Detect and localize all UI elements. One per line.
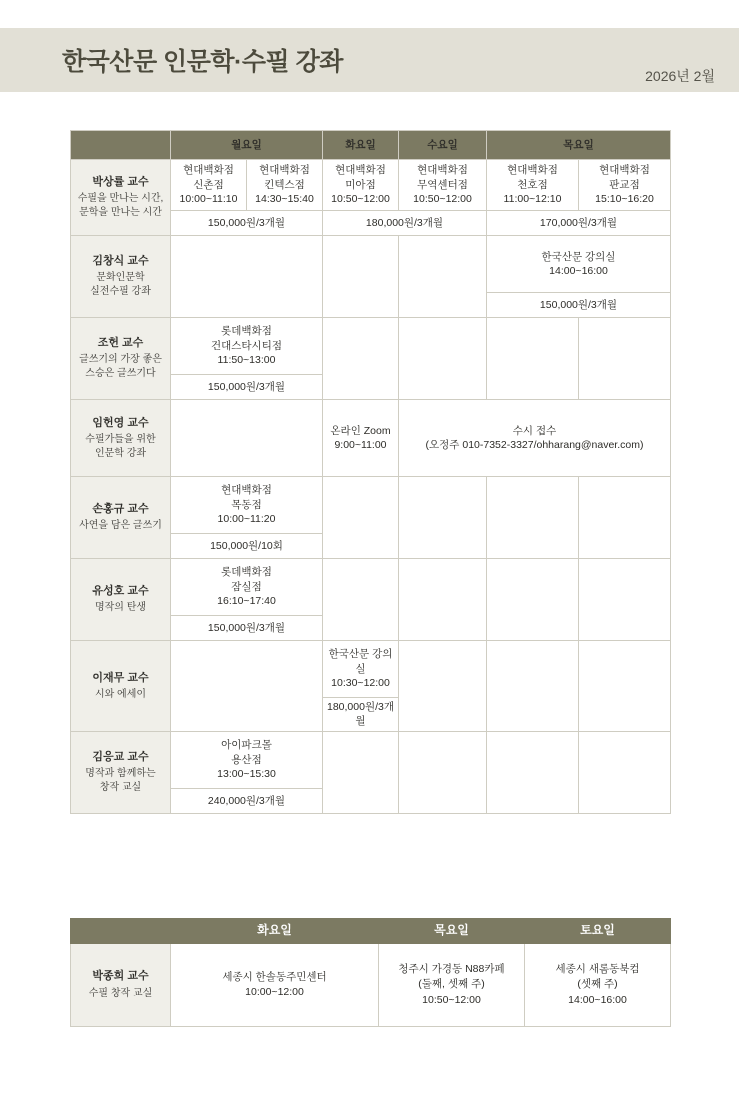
class-cell [379, 944, 525, 1027]
header-date: 2026년 2월 [645, 68, 715, 84]
regional-schedule-table [70, 918, 671, 1027]
professor-course-line1: 명작의 탄생 [94, 602, 147, 614]
column-header-blank [71, 131, 171, 160]
venue-line: 온라인 Zoom [330, 424, 391, 437]
professor-course-line1: 수필을 만나는 시간, [77, 193, 164, 205]
class-cell [487, 236, 671, 293]
venue-branch: 신촌점 [193, 178, 224, 191]
empty-cell [171, 236, 323, 318]
registration-contact: (오정주 010-7352-3327/ohharang@naver.com) [425, 439, 644, 451]
column-header-tuesday: 화요일 [323, 131, 399, 160]
professor-name: 김응교 교수 [92, 751, 149, 764]
professor-course-line2: 문학을 만나는 시간 [79, 207, 162, 219]
column-header-wednesday: 수요일 [399, 131, 487, 160]
venue-line: 청주시 가경동 N88카페 [398, 963, 505, 976]
empty-cell [579, 641, 671, 732]
venue-line: 한국산문 강의실 [541, 250, 616, 263]
venue-branch: 건대스타시티점 [210, 339, 282, 352]
class-time: 13:00~15:30 [217, 768, 276, 781]
class-cell [323, 160, 399, 211]
class-time: 10:50~12:00 [422, 993, 481, 1006]
professor-name: 임헌영 교수 [92, 416, 149, 429]
empty-cell [399, 477, 487, 559]
class-note: (둘째, 셋째 주) [418, 978, 485, 991]
empty-cell [399, 641, 487, 732]
empty-cell [171, 400, 323, 477]
class-time: 11:50~13:00 [217, 354, 276, 367]
venue-line: 현대백화점 [221, 484, 272, 497]
professor-course-line1: 문화인문학 [96, 272, 145, 284]
professor-course-line2: 실전수필 강좌 [90, 286, 151, 298]
column-header-saturday-2: 토요일 [525, 919, 671, 944]
class-time: 9:00~11:00 [334, 439, 387, 451]
professor-cell [71, 641, 171, 732]
column-header-thursday: 목요일 [487, 131, 671, 160]
fee-cell: 180,000원/3개월 [323, 698, 399, 732]
class-cell [323, 400, 399, 477]
empty-cell [579, 318, 671, 400]
empty-cell [487, 641, 579, 732]
professor-name: 유성호 교수 [92, 585, 149, 598]
class-note: (셋째 주) [577, 978, 618, 991]
venue-branch: 목동점 [231, 498, 262, 511]
venue-branch: 미아점 [345, 178, 376, 191]
professor-cell [71, 236, 171, 318]
main-schedule-table-wrapper [70, 130, 670, 814]
professor-course-line1: 명작과 함께하는 [85, 768, 156, 780]
table2-head [71, 919, 671, 944]
empty-cell [399, 731, 487, 813]
empty-cell [579, 731, 671, 813]
professor-name: 조헌 교수 [97, 337, 144, 350]
class-cell [579, 160, 671, 211]
class-time: 16:10~17:40 [217, 595, 276, 608]
class-cell [171, 160, 247, 211]
column-header-blank-2 [71, 919, 171, 944]
professor-cell [71, 318, 171, 400]
venue-line: 현대백화점 [507, 164, 558, 177]
empty-cell [323, 318, 399, 400]
table-row [71, 400, 671, 477]
empty-cell [171, 641, 323, 732]
fee-cell: 150,000원/3개월 [171, 211, 323, 236]
professor-name: 박상률 교수 [92, 176, 149, 189]
professor-course-line1: 수필가들을 위한 [85, 433, 156, 445]
fee-cell: 150,000원/3개월 [171, 616, 323, 641]
venue-line: 현대백화점 [417, 164, 468, 177]
venue-branch: 용산점 [231, 753, 262, 766]
venue-line: 세종시 한솔동주민센터 [222, 970, 327, 983]
professor-cell [71, 160, 171, 236]
class-time: 10:50~12:00 [331, 193, 390, 206]
class-cell [247, 160, 323, 211]
column-header-tuesday-2: 화요일 [171, 919, 379, 944]
class-time: 10:00~11:10 [179, 193, 238, 206]
venue-line: 롯데백화점 [221, 325, 272, 338]
fee-cell: 150,000원/3개월 [487, 293, 671, 318]
empty-cell [323, 236, 399, 318]
empty-cell [399, 318, 487, 400]
fee-cell: 180,000원/3개월 [323, 211, 487, 236]
column-header-thursday-2: 목요일 [379, 919, 525, 944]
professor-cell [71, 559, 171, 641]
empty-cell [323, 477, 399, 559]
table-row [71, 731, 671, 788]
empty-cell [399, 236, 487, 318]
class-cell [171, 559, 323, 616]
professor-course-line1: 수필 창작 교실 [88, 987, 153, 999]
venue-branch: 킨텍스점 [264, 178, 305, 191]
class-time: 10:30~12:00 [331, 677, 390, 690]
class-cell [171, 318, 323, 375]
table-body [71, 160, 671, 814]
venue-line: 현대백화점 [259, 164, 310, 177]
venue-line: 아이파크몰 [221, 739, 272, 752]
class-time: 10:00~12:00 [245, 986, 304, 998]
class-cell [323, 641, 399, 698]
empty-cell [487, 731, 579, 813]
class-cell [171, 944, 379, 1027]
professor-name: 박종희 교수 [92, 969, 149, 982]
table2-body [71, 944, 671, 1027]
venue-line: 현대백화점 [599, 164, 650, 177]
professor-course-line2: 인문학 강좌 [94, 447, 147, 459]
professor-course-line1: 사연을 담은 글쓰기 [79, 520, 162, 532]
venue-branch: 무역센터점 [417, 178, 468, 191]
class-time: 14:30~15:40 [255, 193, 314, 206]
class-time: 14:00~16:00 [549, 265, 608, 277]
main-schedule-table [70, 130, 671, 814]
class-time: 14:00~16:00 [568, 993, 627, 1006]
class-time: 10:50~12:00 [413, 193, 472, 206]
professor-course-line1: 시와 에세이 [94, 688, 147, 700]
venue-branch: 잠실점 [231, 580, 262, 593]
professor-course-line2: 스승은 글쓰기다 [85, 368, 156, 380]
professor-cell [71, 477, 171, 559]
empty-cell [487, 318, 579, 400]
table-row [71, 236, 671, 293]
professor-cell [71, 731, 171, 813]
registration-title: 수시 접수 [512, 424, 557, 437]
venue-branch: 천호점 [517, 178, 548, 191]
table-row [71, 641, 671, 698]
table-header-row [71, 131, 671, 160]
venue-line: 롯데백화점 [221, 566, 272, 579]
venue-line: 현대백화점 [335, 164, 386, 177]
class-cell [525, 944, 671, 1027]
empty-cell [487, 559, 579, 641]
professor-course-line1: 글쓰기의 가장 좋은 [79, 354, 162, 366]
professor-name: 손홍규 교수 [92, 503, 149, 516]
table2-header-row [71, 919, 671, 944]
table-row [71, 944, 671, 1027]
class-cell [171, 731, 323, 788]
table-row [71, 318, 671, 375]
registration-cell [399, 400, 671, 477]
empty-cell [579, 477, 671, 559]
table-row [71, 160, 671, 211]
venue-line: 세종시 새롬동북컴 [555, 963, 640, 976]
professor-cell [71, 944, 171, 1027]
empty-cell [323, 559, 399, 641]
page-title: 한국산문 인문학·수필 강좌 [62, 48, 343, 76]
class-cell [171, 477, 323, 534]
venue-line: 현대백화점 [183, 164, 234, 177]
class-time: 15:10~16:20 [595, 193, 654, 206]
empty-cell [579, 559, 671, 641]
column-header-monday: 월요일 [171, 131, 323, 160]
table-row [71, 559, 671, 616]
professor-cell [71, 400, 171, 477]
professor-name: 김창식 교수 [92, 255, 149, 268]
table-head [71, 131, 671, 160]
fee-cell: 170,000원/3개월 [487, 211, 671, 236]
class-time: 11:00~12:10 [503, 193, 562, 206]
regional-schedule-table-wrapper [70, 918, 670, 1027]
venue-branch: 판교점 [609, 178, 640, 191]
fee-cell: 150,000원/3개월 [171, 375, 323, 400]
fee-cell: 150,000원/10회 [171, 534, 323, 559]
empty-cell [399, 559, 487, 641]
venue-line: 한국산문 강의실 [328, 648, 393, 675]
empty-cell [323, 731, 399, 813]
fee-cell: 240,000원/3개월 [171, 788, 323, 813]
table-row [71, 477, 671, 534]
class-cell [487, 160, 579, 211]
empty-cell [487, 477, 579, 559]
page-header [0, 28, 739, 92]
class-time: 10:00~11:20 [217, 513, 276, 526]
class-cell [399, 160, 487, 211]
professor-name: 이재무 교수 [92, 671, 149, 684]
professor-course-line2: 창작 교실 [99, 782, 142, 794]
